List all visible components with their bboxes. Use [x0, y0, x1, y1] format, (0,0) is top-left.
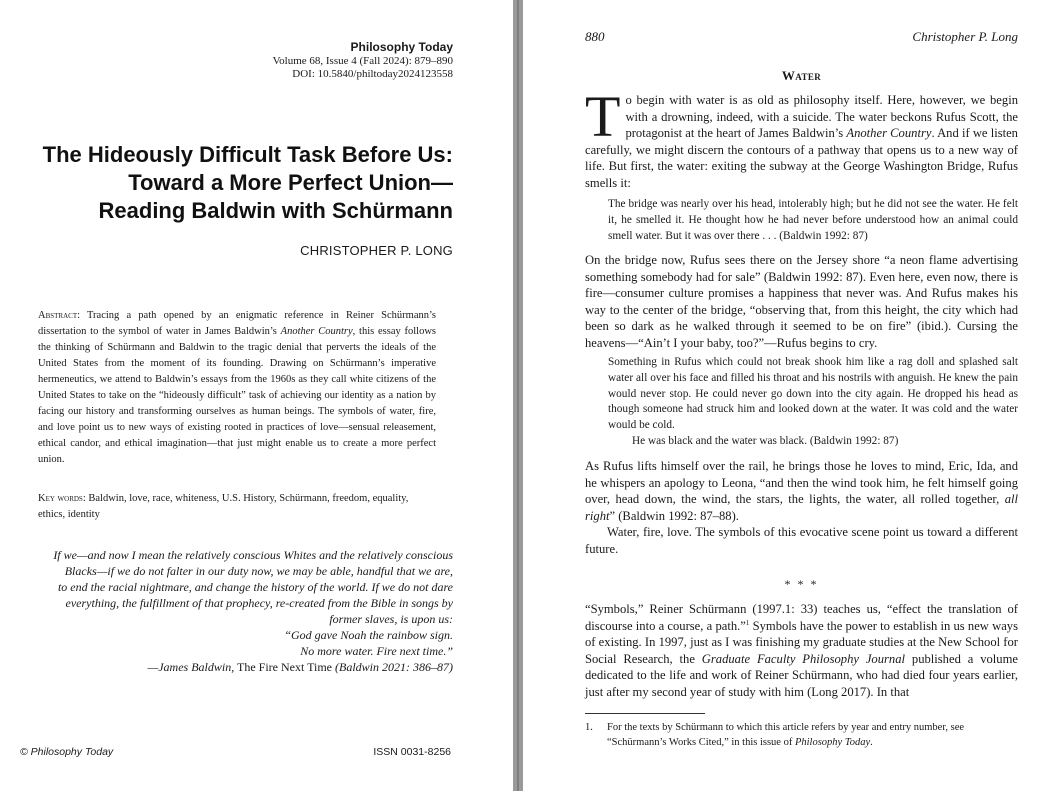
- p1-book-title: Another Country: [846, 126, 932, 141]
- footnote-text: [607, 720, 1018, 750]
- keywords: [38, 491, 436, 523]
- drop-cap: T: [585, 84, 621, 149]
- p3-text-b: ” (Baldwin 1992: 87–88).: [609, 508, 739, 523]
- epigraph-text: If we—and now I mean the relatively conscious Whites and the relatively conscious Blacks—if we do not falter in our duty now, we may be able, handful that we are, to end the racial nightmare, and change the history of the world. If we do not dare everything, the fulfillment of that prophecy, re-created from the Bible in songs by former slaves, is upon us:: [53, 548, 453, 626]
- epigraph-attribution: [53, 659, 453, 675]
- paragraph-1: [585, 84, 1018, 192]
- footer-issn: ISSN 0031-8256: [373, 746, 451, 758]
- block-quote-2: [608, 355, 1018, 450]
- keywords-text: Baldwin, love, race, whiteness, U.S. History, Schürmann, freedom, equality, ethics, identity: [38, 493, 409, 520]
- paragraph-5: [585, 601, 1018, 701]
- paragraph-3: [585, 458, 1018, 558]
- footnote-ref: 1: [745, 618, 750, 627]
- journal-masthead: [273, 40, 453, 81]
- epigraph-line-3: No more water. Fire next time.”: [300, 644, 453, 658]
- section-break: * * *: [784, 577, 819, 591]
- p3-text-a: As Rufus lifts himself over the rail, he brings those he loves to mind, Eric, Ida, and he whispers an apology to Leona, “and then the wind took him, he felt himself going over, head down, the wind, the stars, the lights, the water, all rolled together,: [585, 459, 1018, 507]
- p1-text-a: o begin with water is as old as philosophy itself. Here, however, we begin with a drowning, indeed, with a suicide. The water beckons Rufus Scott, the protagonist at the heart of James Baldwin’s: [625, 93, 1018, 141]
- p5-journal-title: Graduate Faculty Philosophy Journal: [701, 651, 906, 666]
- epigraph-attr-book: The Fire Next Time: [234, 660, 332, 674]
- quote2-last-line: He was black and the water was black. (Baldwin 1992: 87): [632, 434, 899, 447]
- paragraph-4: Water, fire, love. The symbols of this evocative scene point us toward a different future.: [585, 525, 1018, 556]
- page-gutter: [513, 0, 523, 791]
- epigraph-line-2: “God gave Noah the rainbow sign.: [284, 628, 453, 642]
- footer-copyright: [20, 746, 113, 758]
- footer-copyright-text: © Philosophy Today: [20, 746, 114, 758]
- footnote-text-a: For the texts by Schürmann to which this article refers by year and entry number, see “Schürmann’s Works Cited,” in this issue of: [607, 722, 965, 748]
- section-title: Water: [781, 68, 822, 83]
- abstract-book-title: Another Country: [280, 326, 353, 337]
- title-line-2: Toward a More Perfect Union—: [128, 170, 453, 195]
- p5-text-c: published a volume dedicated to the life and work of Reiner Schürmann, who had died four years earlier, just after my second year of study with him (Long 2017). In that: [585, 651, 1018, 699]
- footnote-text-b: .: [870, 737, 873, 748]
- epigraph-attr-author: —James Baldwin,: [147, 660, 235, 674]
- p3-emphasis: all right: [585, 492, 1018, 523]
- footnote: [585, 720, 1018, 750]
- abstract-text-2: , this essay follows the thinking of Schürmann and Baldwin to the tragic denial that perverts the ideals of the United States from the moment of its founding. Drawing on Schürmann’s imperative hermeneutics, we attend to Baldwin’s essays from the 1960s as they call white citizens of the United States to take on the “hideously difficult” task of achieving our identity as a nation by facing our history and transforming ourselves as human beings. The symbols of water, fire, and love point us to new ways of existing rooted in practices of love—sensual releasement, ethical candor, and ethical imagination—that just might enable us to create a more perfect union.: [38, 326, 436, 465]
- right-page: [523, 0, 1053, 791]
- epigraph: [53, 547, 453, 675]
- journal-name: Philosophy Today: [350, 40, 453, 54]
- abstract-label: Abstract:: [38, 310, 81, 321]
- paragraph-2: On the bridge now, Rufus sees there on the Jersey shore “a neon flame advertising something somebody had for sale” (Baldwin 1992: 87). Even here, even now, there is fire—consumer culture promises a happiness that never was. And Rufus makes his way to the center of the bridge, “observing that, from this height, the city which had been so dark as he walked through it seemed to be on fire” (ibid.). Cursing the heavens—“Ain’t I your baby, too?”—Rufus begins to cry.: [585, 253, 1018, 350]
- journal-doi: DOI: 10.5840/philtoday2024123558: [292, 68, 453, 80]
- footnote-number: 1.: [585, 722, 593, 733]
- article-author: CHRISTOPHER P. LONG: [300, 243, 453, 258]
- journal-volume: Volume 68, Issue 4 (Fall 2024): 879–890: [272, 55, 453, 67]
- block-quote-1: The bridge was nearly over his head, intolerably high; but he did not see the water. He felt it, he smelled it. He thought how he had never before understood how an animal could smell water. But it was over there . . . (Baldwin 1992: 87): [608, 198, 1018, 242]
- p5-text-a: “Symbols,” Reiner Schürmann (1997.1: 33) teaches us, “effect the translation of discourse into a course, a path.”: [585, 602, 1018, 633]
- keywords-label: Key words:: [38, 493, 86, 504]
- left-page: [0, 0, 513, 791]
- quote2-text: Something in Rufus which could not break shook him like a rag doll and splashed salt water all over his face and filled his throat and his nostrils with anguish. He knew the pain would never stop. He could never go down into the city again. He dropped his head as though someone had struck him and looked down at the water. It was cold and the water would be cold.: [608, 356, 1018, 432]
- epigraph-attr-cite: (Baldwin 2021: 386–87): [332, 660, 453, 674]
- article-title: [13, 141, 453, 225]
- abstract: [38, 308, 436, 468]
- footnote-journal: Philosophy Today: [794, 737, 871, 748]
- page-number: 880: [585, 29, 605, 44]
- title-line-1: The Hideously Difficult Task Before Us:: [42, 142, 453, 167]
- abstract-text-1: Tracing a path opened by an enigmatic reference in Reiner Schürmann’s dissertation to the symbol of water in James Baldwin’s: [38, 310, 436, 337]
- title-line-3: Reading Baldwin with Schürmann: [98, 198, 453, 223]
- p1-text-b: . And if we listen carefully, we might discern the contours of a pathway that opens us to a new way of life. But first, the water: exiting the subway at the George Washington Bridge, Rufus smells it:: [585, 126, 1018, 190]
- p5-text-b: Symbols have the power to establish in us new ways of existing. In 1997, just as I was finishing my graduate studies at the New School for Social Research, the: [585, 618, 1019, 666]
- footnote-rule: [585, 713, 705, 714]
- running-head: Christopher P. Long: [912, 29, 1018, 44]
